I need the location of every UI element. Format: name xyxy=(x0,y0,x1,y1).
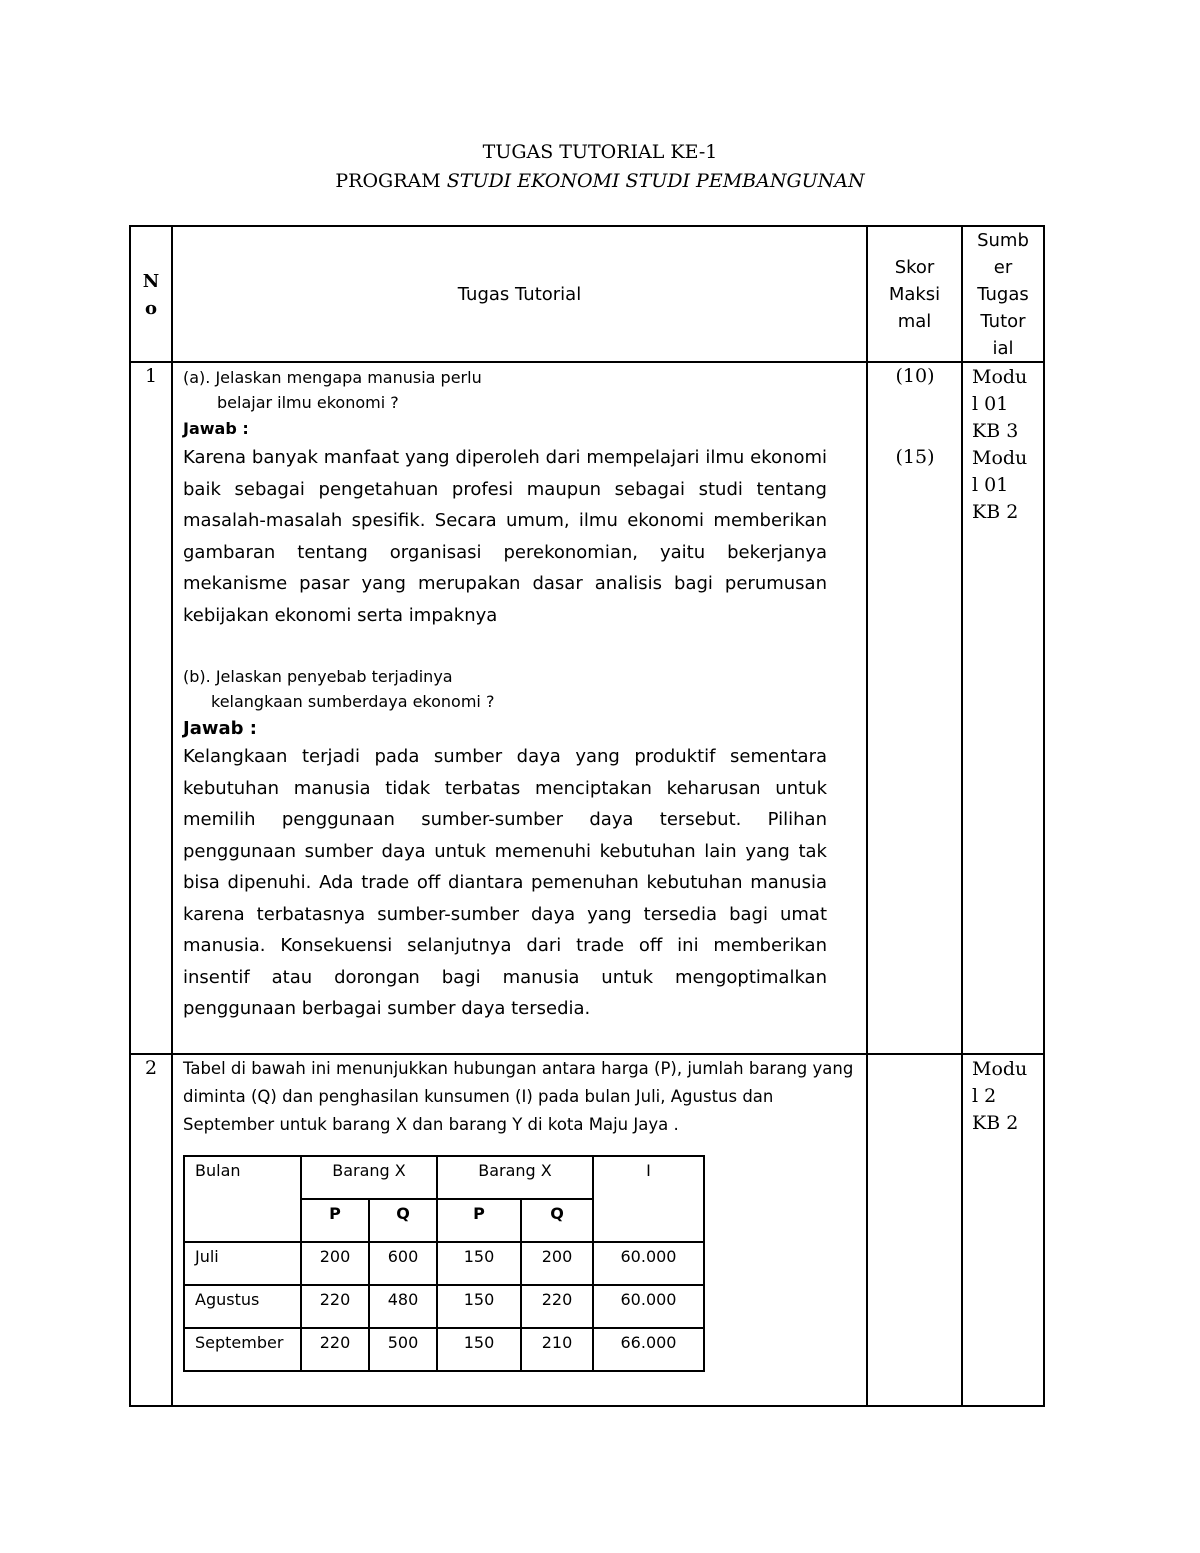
sumber-2 xyxy=(972,1056,1027,1137)
table-row xyxy=(184,1328,704,1371)
table-divider-tugas xyxy=(866,225,868,1407)
cell-value: 220 xyxy=(301,1285,369,1328)
cell-value: 200 xyxy=(301,1242,369,1285)
sumber-b-line: l 01 xyxy=(972,474,1009,496)
header-no-line2: o xyxy=(144,298,157,319)
header-sumber-line: ial xyxy=(992,338,1014,359)
col-header-bulan: Bulan xyxy=(184,1156,301,1242)
cell-bulan: September xyxy=(184,1328,301,1371)
cell-value: 210 xyxy=(521,1328,593,1371)
table-row xyxy=(184,1242,704,1285)
cell-income: 60.000 xyxy=(593,1242,704,1285)
cell-value: 220 xyxy=(301,1328,369,1371)
document-subtitle xyxy=(0,170,1200,192)
header-sumber-line: er xyxy=(993,257,1013,278)
jawab-a-label: Jawab : xyxy=(183,419,249,438)
cell-value: 480 xyxy=(369,1285,437,1328)
cell-value: 220 xyxy=(521,1285,593,1328)
col-header-barang: Barang X xyxy=(437,1156,593,1199)
header-sumber-line: Sumb xyxy=(977,230,1029,251)
question-a-line2: belajar ilmu ekonomi ? xyxy=(217,393,399,412)
question-2-intro: Tabel di bawah ini menunjukkan hubungan antara harga (P), jumlah barang yang diminta (Q) dan penghasilan kunsumen (I) pada bulan Juli, Agustus dan September untuk barang X dan barang Y di kota Maju Jaya . xyxy=(183,1059,854,1134)
cell-bulan: Juli xyxy=(184,1242,301,1285)
sumber-a-line: Modu xyxy=(972,366,1028,388)
document-title: TUGAS TUTORIAL KE-1 xyxy=(482,141,718,163)
sub-header-q: Q xyxy=(369,1199,437,1242)
table-divider-no xyxy=(171,225,173,1407)
cell-value: 150 xyxy=(437,1242,521,1285)
cell-value: 600 xyxy=(369,1242,437,1285)
question-b-line1: (b). Jelaskan penyebab terjadinya xyxy=(183,667,453,686)
header-skor-line: Skor xyxy=(894,257,935,278)
sub-header-p: P xyxy=(437,1199,521,1242)
answer-a: Karena banyak manfaat yang diperoleh dari mempelajari ilmu ekonomi baik sebagai pengetahuan profesi maupun sebagai studi tentang masalah-masalah spesifik. Secara umum, ilmu ekonomi memberikan gambaran tentang organisasi perekonomian, yaitu bekerjanya mekanisme pasar yang merupakan dasar analisis bagi perumusan kebijakan ekonomi serta impaknya xyxy=(183,447,827,626)
header-tugas-tutorial: Tugas Tutorial xyxy=(457,284,582,305)
cell-value: 500 xyxy=(369,1328,437,1371)
jawab-b-label: Jawab : xyxy=(183,718,257,739)
sumber-2-line: l 2 xyxy=(972,1085,997,1107)
header-sumber-tugas xyxy=(963,227,1043,362)
sumber-a xyxy=(972,364,1027,445)
header-sumber-line: Tutor xyxy=(980,311,1026,332)
sub-header-q: Q xyxy=(521,1199,593,1242)
header-skor-maksimal xyxy=(868,254,961,335)
cell-value: 150 xyxy=(437,1285,521,1328)
skor-b: (15) xyxy=(895,446,935,468)
question-a xyxy=(183,365,482,415)
question-b xyxy=(183,664,494,714)
table-divider-skor xyxy=(961,225,963,1407)
cell-value: 200 xyxy=(521,1242,593,1285)
sumber-a-line: l 01 xyxy=(972,393,1009,415)
sumber-b-line: Modu xyxy=(972,447,1028,469)
question-b-line2: kelangkaan sumberdaya ekonomi ? xyxy=(211,692,495,711)
header-sumber-line: Tugas xyxy=(977,284,1029,305)
table-border-top xyxy=(129,225,1045,227)
row1-number: 1 xyxy=(145,365,158,387)
sub-header-p: P xyxy=(301,1199,369,1242)
cell-bulan: Agustus xyxy=(184,1285,301,1328)
table-border-bottom xyxy=(129,1405,1045,1407)
row2-number: 2 xyxy=(145,1057,158,1079)
cell-income: 60.000 xyxy=(593,1285,704,1328)
header-skor-line: Maksi xyxy=(888,284,941,305)
header-no-line1: N xyxy=(142,271,160,292)
table-row xyxy=(184,1285,704,1328)
price-quantity-table xyxy=(183,1155,705,1372)
question-a-line1: (a). Jelaskan mengapa manusia perlu xyxy=(183,368,482,387)
header-no xyxy=(131,268,171,322)
table-border-right xyxy=(1043,225,1045,1407)
sumber-b-line: KB 2 xyxy=(972,501,1019,523)
header-skor-line: mal xyxy=(897,311,932,332)
sumber-2-line: KB 2 xyxy=(972,1112,1019,1134)
sumber-b xyxy=(972,445,1027,526)
sumber-2-line: Modu xyxy=(972,1058,1028,1080)
cell-income: 66.000 xyxy=(593,1328,704,1371)
col-header-income: I xyxy=(593,1156,704,1242)
subtitle-prefix: PROGRAM xyxy=(335,170,447,192)
answer-b: Kelangkaan terjadi pada sumber daya yang produktif sementara kebutuhan manusia tidak terbatas menciptakan keharusan untuk memilih penggunaan sumber-sumber daya tersebut. Pilihan penggunaan sumber daya untuk memenuhi kebutuhan lain yang tak bisa dipenuhi. Ada trade off diantara pemenuhan kebutuhan manusia karena terbatasnya sumber-sumber daya yang tersedia bagi umat manusia. Konsekuensi selanjutnya dari trade off ini memberikan insentif atau dorongan bagi manusia untuk mengoptimalkan penggunaan berbagai sumber daya tersedia. xyxy=(183,746,827,1019)
cell-value: 150 xyxy=(437,1328,521,1371)
table-border-header xyxy=(129,361,1045,363)
skor-a: (10) xyxy=(895,365,935,387)
subtitle-italic: STUDI EKONOMI STUDI PEMBANGUNAN xyxy=(446,170,865,192)
table-border-left xyxy=(129,225,131,1407)
col-header-barang: Barang X xyxy=(301,1156,437,1199)
sumber-a-line: KB 3 xyxy=(972,420,1019,442)
